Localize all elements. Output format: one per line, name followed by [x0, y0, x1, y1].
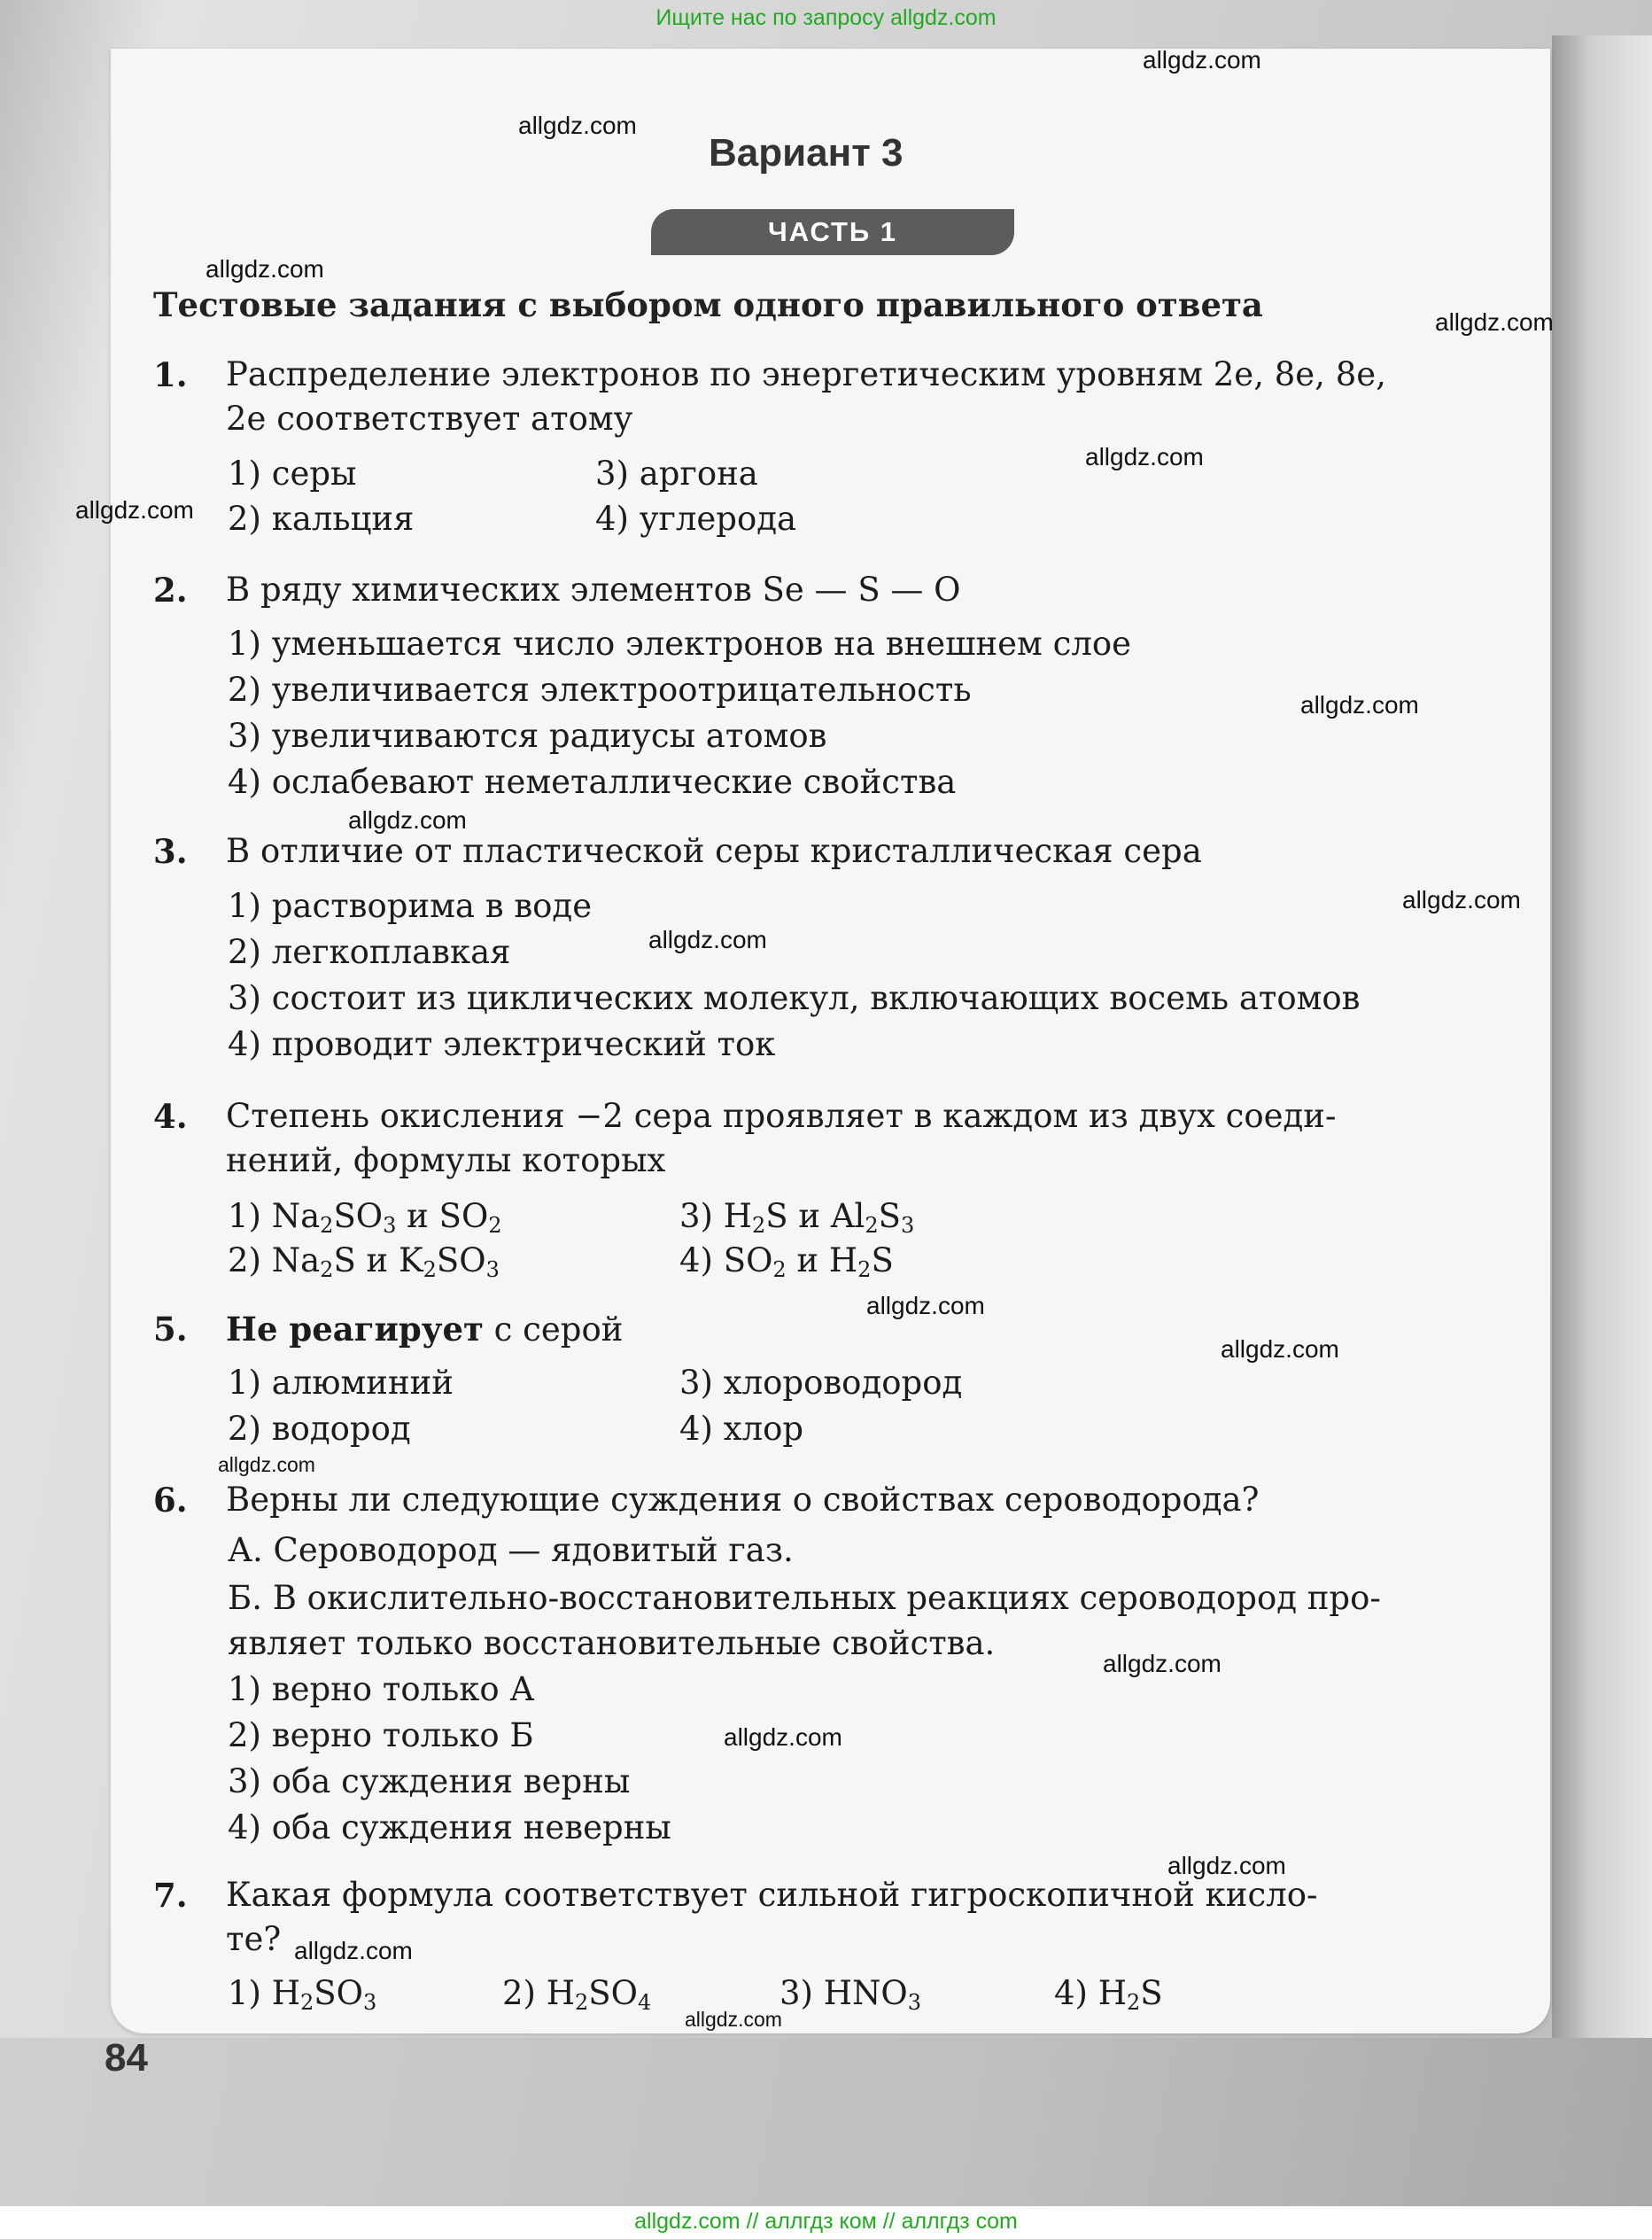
question-1-text: Распределение электронов по энергетическим уровням 2e, 8e, 8e,	[226, 355, 1386, 393]
watermark: allgdz.com	[1402, 886, 1521, 913]
question-7-text: Какая формула соответствует сильной гигроскопичной кисло-	[226, 1876, 1318, 1914]
question-3-option: 1) растворима в воде	[228, 887, 593, 925]
question-5-option: 4) хлор	[679, 1410, 804, 1448]
question-2-option: 2) увеличивается электроотрицательность	[228, 671, 972, 709]
question-5-number: 5.	[153, 1310, 188, 1349]
question-4-option: 3) $H_2S$ и $Al_2S_3$	[679, 1197, 915, 1238]
question-1-option: 2) кальция	[228, 500, 415, 538]
watermark: allgdz.com	[1103, 1650, 1222, 1677]
question-2-number: 2.	[153, 571, 188, 610]
watermark: allgdz.com	[1085, 443, 1204, 470]
question-5-negation: Не реагирует	[226, 1310, 484, 1349]
question-4-number: 4.	[153, 1097, 188, 1136]
question-5-text	[226, 1309, 623, 1350]
question-2-option: 4) ослабевают неметаллические свойства	[228, 763, 957, 801]
watermark: allgdz.com	[348, 806, 467, 834]
watermark: allgdz.com	[648, 926, 767, 953]
watermark: allgdz.com	[206, 255, 324, 283]
question-6-option: 1) верно только А	[228, 1670, 535, 1708]
footer-links[interactable]: allgdz.com // аллгдз ком // аллгдз com	[0, 2206, 1652, 2239]
question-4-text: Степень окисления −2 сера проявляет в каждом из двух соеди-	[226, 1097, 1337, 1135]
watermark: allgdz.com	[218, 1453, 315, 1476]
watermark: allgdz.com	[866, 1292, 985, 1319]
question-4-text: нений, формулы которых	[226, 1141, 666, 1179]
promo-header[interactable]: Ищите нас по запросу allgdz.com	[655, 5, 997, 30]
question-1-option: 1) серы	[228, 455, 357, 493]
part-label: ЧАСТЬ 1	[651, 209, 1014, 255]
watermark: allgdz.com	[1435, 308, 1554, 336]
question-5-option: 2) водород	[228, 1410, 411, 1448]
question-2-option: 1) уменьшается число электронов на внешнем слое	[228, 625, 1131, 663]
variant-title: Вариант 3	[709, 131, 904, 175]
question-7-option: 1) $H_2SO_3$	[228, 1974, 377, 2015]
question-6-statement: являет только восстановительные свойства.	[228, 1624, 996, 1662]
question-6-option: 3) оба суждения верны	[228, 1762, 631, 1800]
question-6-statement: А. Сероводород — ядовитый газ.	[228, 1531, 794, 1569]
question-5-rest: с серой	[493, 1310, 624, 1349]
question-6-option: 4) оба суждения неверны	[228, 1808, 671, 1846]
question-4-option: 2) $Na_2S$ и $K_2SO_3$	[228, 1241, 500, 1282]
watermark: allgdz.com	[75, 496, 194, 524]
watermark: allgdz.com	[1221, 1335, 1339, 1363]
question-6-number: 6.	[153, 1481, 188, 1520]
question-1-option: 3) аргона	[595, 455, 758, 493]
question-6-statement: Б. В окислительно-восстановительных реакциях сероводород про-	[228, 1579, 1381, 1617]
question-7-text: те?	[226, 1920, 282, 1958]
question-4-option: 1) $Na_2SO_3$ и $SO_2$	[228, 1197, 502, 1238]
question-3-text: В отличие от пластической серы кристаллическая сера	[226, 832, 1202, 870]
question-3-option: 2) легкоплавкая	[228, 933, 511, 971]
watermark: allgdz.com	[1167, 1852, 1286, 1879]
question-3-option: 3) состоит из циклических молекул, включающих восемь атомов	[228, 979, 1361, 1017]
question-7-option: 4) $H_2S$	[1054, 1974, 1163, 2015]
book-edge	[1552, 35, 1652, 2180]
question-3-number: 3.	[153, 832, 188, 871]
question-1-text: 2e соответствует атому	[226, 400, 633, 438]
question-7-number: 7.	[153, 1876, 188, 1915]
question-7-option: 3) $HNO_3$	[779, 1974, 921, 2015]
watermark: allgdz.com	[1300, 691, 1419, 719]
question-1-number: 1.	[153, 355, 188, 394]
watermark: allgdz.com	[1143, 46, 1261, 74]
question-4-option: 4) $SO_2$ и $H_2S$	[679, 1241, 894, 1282]
question-5-option: 3) хлороводород	[679, 1364, 963, 1402]
page-number: 84	[105, 2036, 148, 2080]
question-5-option: 1) алюминий	[228, 1364, 454, 1402]
scan-bottom-area	[0, 2038, 1652, 2211]
question-6-option: 2) верно только Б	[228, 1716, 534, 1754]
watermark: allgdz.com	[518, 112, 637, 139]
watermark: allgdz.com	[294, 1937, 413, 1964]
watermark: allgdz.com	[724, 1723, 842, 1751]
question-2-option: 3) увеличиваются радиусы атомов	[228, 717, 827, 755]
question-3-option: 4) проводит электрический ток	[228, 1025, 776, 1063]
question-2-text: В ряду химических элементов Se — S — O	[226, 571, 961, 609]
question-7-option: 2) $H_2SO_4$	[502, 1974, 652, 2015]
question-6-text: Верны ли следующие суждения о свойствах сероводорода?	[226, 1481, 1260, 1519]
question-1-option: 4) углерода	[595, 500, 797, 538]
section-heading: Тестовые задания с выбором одного правильного ответа	[153, 285, 1263, 324]
watermark: allgdz.com	[685, 2008, 782, 2031]
